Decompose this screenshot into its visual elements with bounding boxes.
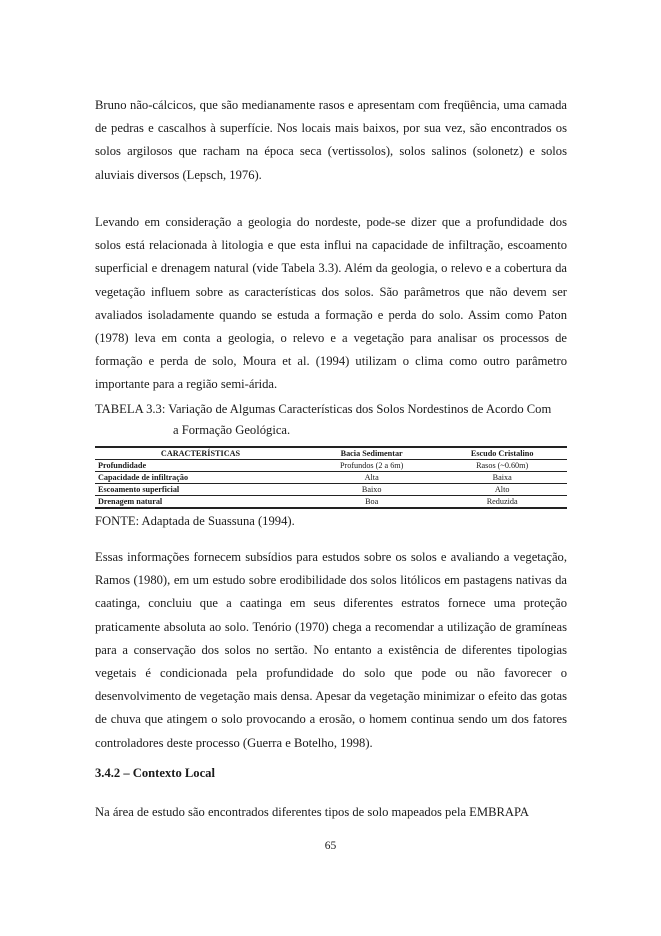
row-label: Profundidade bbox=[98, 461, 147, 470]
cell-bacia: Boa bbox=[365, 497, 379, 506]
row-label: Capacidade de infiltração bbox=[98, 473, 189, 482]
header-escudo-cristalino: Escudo Cristalino bbox=[470, 449, 534, 458]
cell-bacia: Alta bbox=[364, 473, 379, 482]
row-label: Drenagem natural bbox=[98, 497, 163, 506]
cell-escudo: Reduzida bbox=[486, 497, 518, 506]
paragraph-1: Bruno não-cálcicos, que são medianamente rasos e apresentam com freqüência, uma camada de pedras e cascalhos à superfície. Nos locais mais baixos, por sua vez, são encontrados os solos argilosos que racham na época seca (vertissolos), solos salinos (solonetz) e solos aluviais diversos (Lepsch, 1976). bbox=[95, 98, 567, 182]
table-row bbox=[95, 472, 567, 484]
cell-bacia: Baixo bbox=[361, 485, 382, 494]
table-row bbox=[95, 460, 567, 472]
table-caption-line-1: TABELA 3.3: Variação de Algumas Características dos Solos Nordestinos de Acordo Com bbox=[95, 402, 552, 416]
paragraph-4: Na área de estudo são encontrados diferentes tipos de solo mapeados pela EMBRAPA bbox=[95, 805, 529, 819]
cell-bacia: Profundos (2 a 6m) bbox=[339, 461, 404, 470]
soil-characteristics-table bbox=[95, 446, 567, 509]
section-heading: 3.4.2 – Contexto Local bbox=[95, 766, 215, 780]
cell-escudo: Baixa bbox=[492, 473, 512, 482]
paragraph-2: Levando em consideração a geologia do nordeste, pode-se dizer que a profundidade dos solos está relacionada à litologia e que esta influi na capacidade de infiltração, escoamento superficial e drenagem natural (vide Tabela 3.3). Além da geologia, o relevo e a cobertura da vegetação influem sobre as características dos solos. São parâmetros que não devem ser avaliados isoladamente quando se estuda a formação e perda do solo. Assim como Paton (1978) leva em conta a geologia, o relevo e a vegetação para analisar os processos de formação e perda de solo, Moura et al. (1994) utilizam o clima como outro parâmetro importante para a região semi-árida. bbox=[95, 215, 567, 392]
header-bacia-sedimentar: Bacia Sedimentar bbox=[340, 449, 403, 458]
table-caption-line-2: a Formação Geológica. bbox=[173, 423, 291, 437]
row-label: Escoamento superficial bbox=[98, 485, 180, 494]
table-source: FONTE: Adaptada de Suassuna (1994). bbox=[95, 514, 295, 528]
page-number: 65 bbox=[324, 840, 337, 852]
table-row bbox=[95, 496, 567, 509]
table-header-row bbox=[95, 447, 567, 460]
cell-escudo: Rasos (~0.60m) bbox=[476, 461, 529, 470]
header-characteristics: CARACTERÍSTICAS bbox=[160, 449, 241, 458]
table-row bbox=[95, 484, 567, 496]
paragraph-3: Essas informações fornecem subsídios para estudos sobre os solos e avaliando a vegetação, Ramos (1980), em um estudo sobre erodibilidade dos solos litólicos em pastagens nativas da caatinga, concluiu que a caatinga em seus diferentes estratos fornece uma proteção praticamente absoluta ao solo. Tenório (1970) chega a recomendar a utilização de gramíneas para a conservação dos solos no sertão. No entanto a existência de diferentes tipologias vegetais é condicionada pela profundidade do solo que pode ou não favorecer o desenvolvimento de vegetação mais densa. Apesar da vegetação minimizar o efeito das gotas de chuva que atingem o solo provocando a erosão, o homem continua sendo um dos fatores controladores deste processo (Guerra e Botelho, 1998). bbox=[95, 550, 567, 750]
cell-escudo: Alto bbox=[494, 485, 510, 494]
